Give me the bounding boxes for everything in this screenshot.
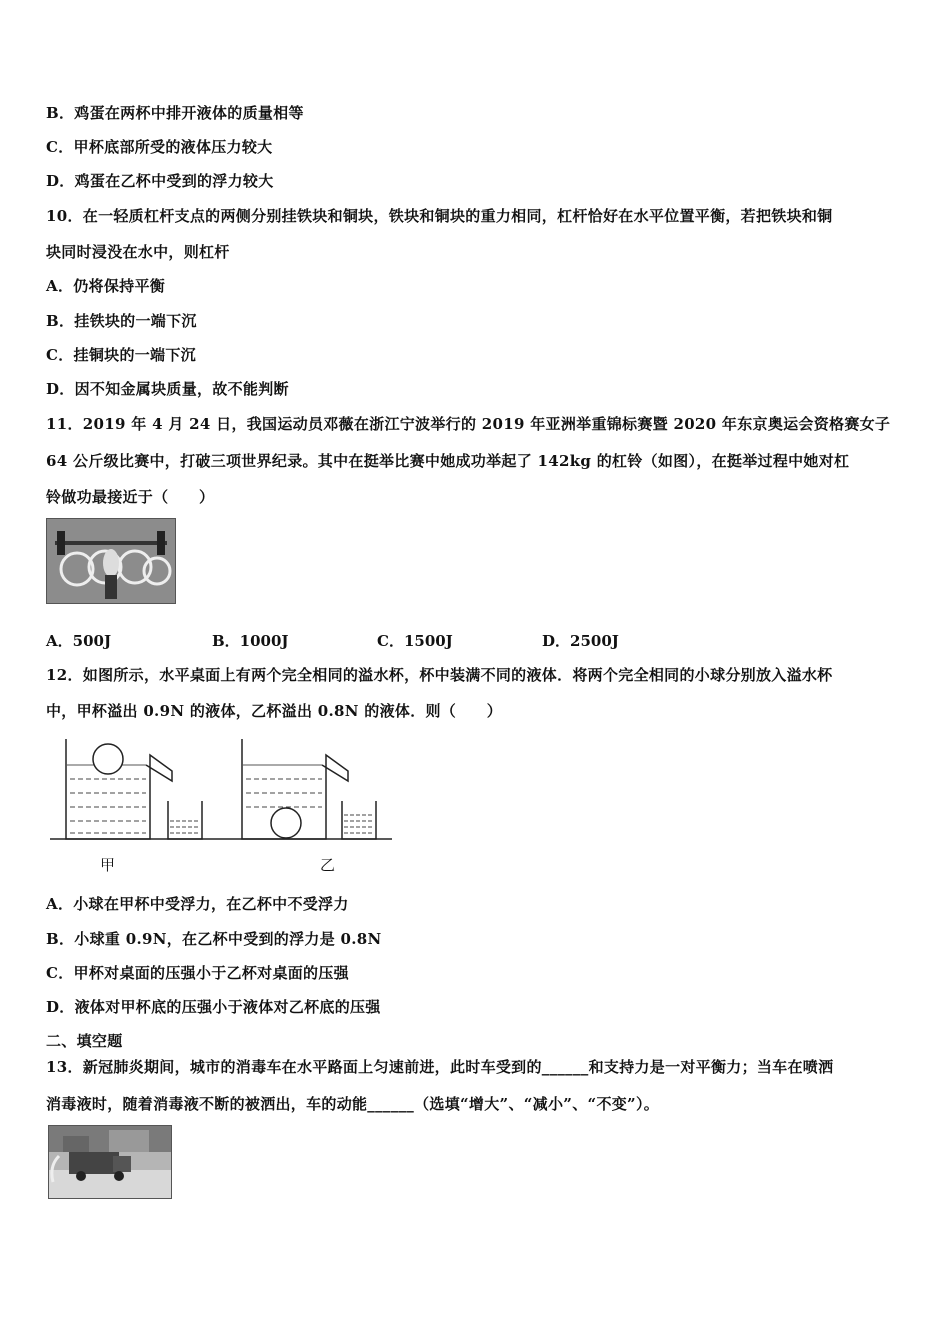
q12-option-d: D．液体对甲杯底的压强小于液体对乙杯底的压强 bbox=[46, 998, 381, 1016]
q11-stem-line1: 11．2019 年 4 月 24 日，我国运动员邓薇在浙江宁波举行的 2019 年亚洲举重锦标赛暨 2020 年东京奥运会资格赛女子 bbox=[46, 415, 891, 433]
q10-option-a: A．仍将保持平衡 bbox=[46, 277, 166, 295]
overflow-cups-diagram bbox=[46, 735, 396, 847]
q10-stem-line2: 块同时浸没在水中，则杠杆 bbox=[46, 243, 230, 261]
disinfection-truck-image bbox=[49, 1126, 171, 1198]
q9-option-c: C．甲杯底部所受的液体压力较大 bbox=[46, 138, 273, 156]
cup-label-yi: 乙 bbox=[320, 856, 336, 874]
q13-stem-line1: 13．新冠肺炎期间，城市的消毒车在水平路面上匀速前进，此时车受到的______和支持力是一对平衡力；当车在喷洒 bbox=[46, 1058, 834, 1076]
q13-stem-line2: 消毒液时，随着消毒液不断的被洒出，车的动能______（选填“增大”、“减小”、“不变”）。 bbox=[46, 1095, 660, 1113]
q12-option-c: C．甲杯对桌面的压强小于乙杯对桌面的压强 bbox=[46, 964, 349, 982]
weightlifter-image bbox=[47, 519, 175, 603]
disinfection-truck-photo bbox=[48, 1125, 172, 1199]
q12-stem-line2: 中，甲杯溢出 0.9N 的液体，乙杯溢出 0.8N 的液体．则（ ） bbox=[46, 702, 503, 720]
q12-stem-line1: 12．如图所示，水平桌面上有两个完全相同的溢水杯，杯中装满不同的液体．将两个完全相同的小球分别放入溢水杯 bbox=[46, 666, 833, 684]
section-title-fill-blank: 二、填空题 bbox=[46, 1032, 123, 1050]
q11-option-d: D．2500J bbox=[542, 632, 619, 650]
q11-option-a: A．500J bbox=[46, 632, 112, 650]
q10-option-b: B．挂铁块的一端下沉 bbox=[46, 312, 197, 330]
q9-option-b: B．鸡蛋在两杯中排开液体的质量相等 bbox=[46, 104, 304, 122]
q10-stem-line1: 10．在一轻质杠杆支点的两侧分别挂铁块和铜块，铁块和铜块的重力相同，杠杆恰好在水平位置平衡，若把铁块和铜 bbox=[46, 207, 833, 225]
weightlifter-photo bbox=[46, 518, 176, 604]
q11-stem-line2: 64 公斤级比赛中，打破三项世界纪录。其中在挺举比赛中她成功举起了 142kg 的杠铃（如图），在挺举过程中她对杠 bbox=[46, 452, 850, 470]
cup-label-jia: 甲 bbox=[100, 856, 116, 874]
q10-option-d: D．因不知金属块质量，故不能判断 bbox=[46, 380, 289, 398]
q11-option-b: B．1000J bbox=[212, 632, 289, 650]
q10-option-c: C．挂铜块的一端下沉 bbox=[46, 346, 196, 364]
q11-option-c: C．1500J bbox=[377, 632, 453, 650]
q12-option-b: B．小球重 0.9N，在乙杯中受到的浮力是 0.8N bbox=[46, 930, 382, 948]
q11-stem-line3: 铃做功最接近于（ ） bbox=[46, 488, 215, 506]
q12-option-a: A．小球在甲杯中受浮力，在乙杯中不受浮力 bbox=[46, 895, 349, 913]
q9-option-d: D．鸡蛋在乙杯中受到的浮力较大 bbox=[46, 172, 274, 190]
